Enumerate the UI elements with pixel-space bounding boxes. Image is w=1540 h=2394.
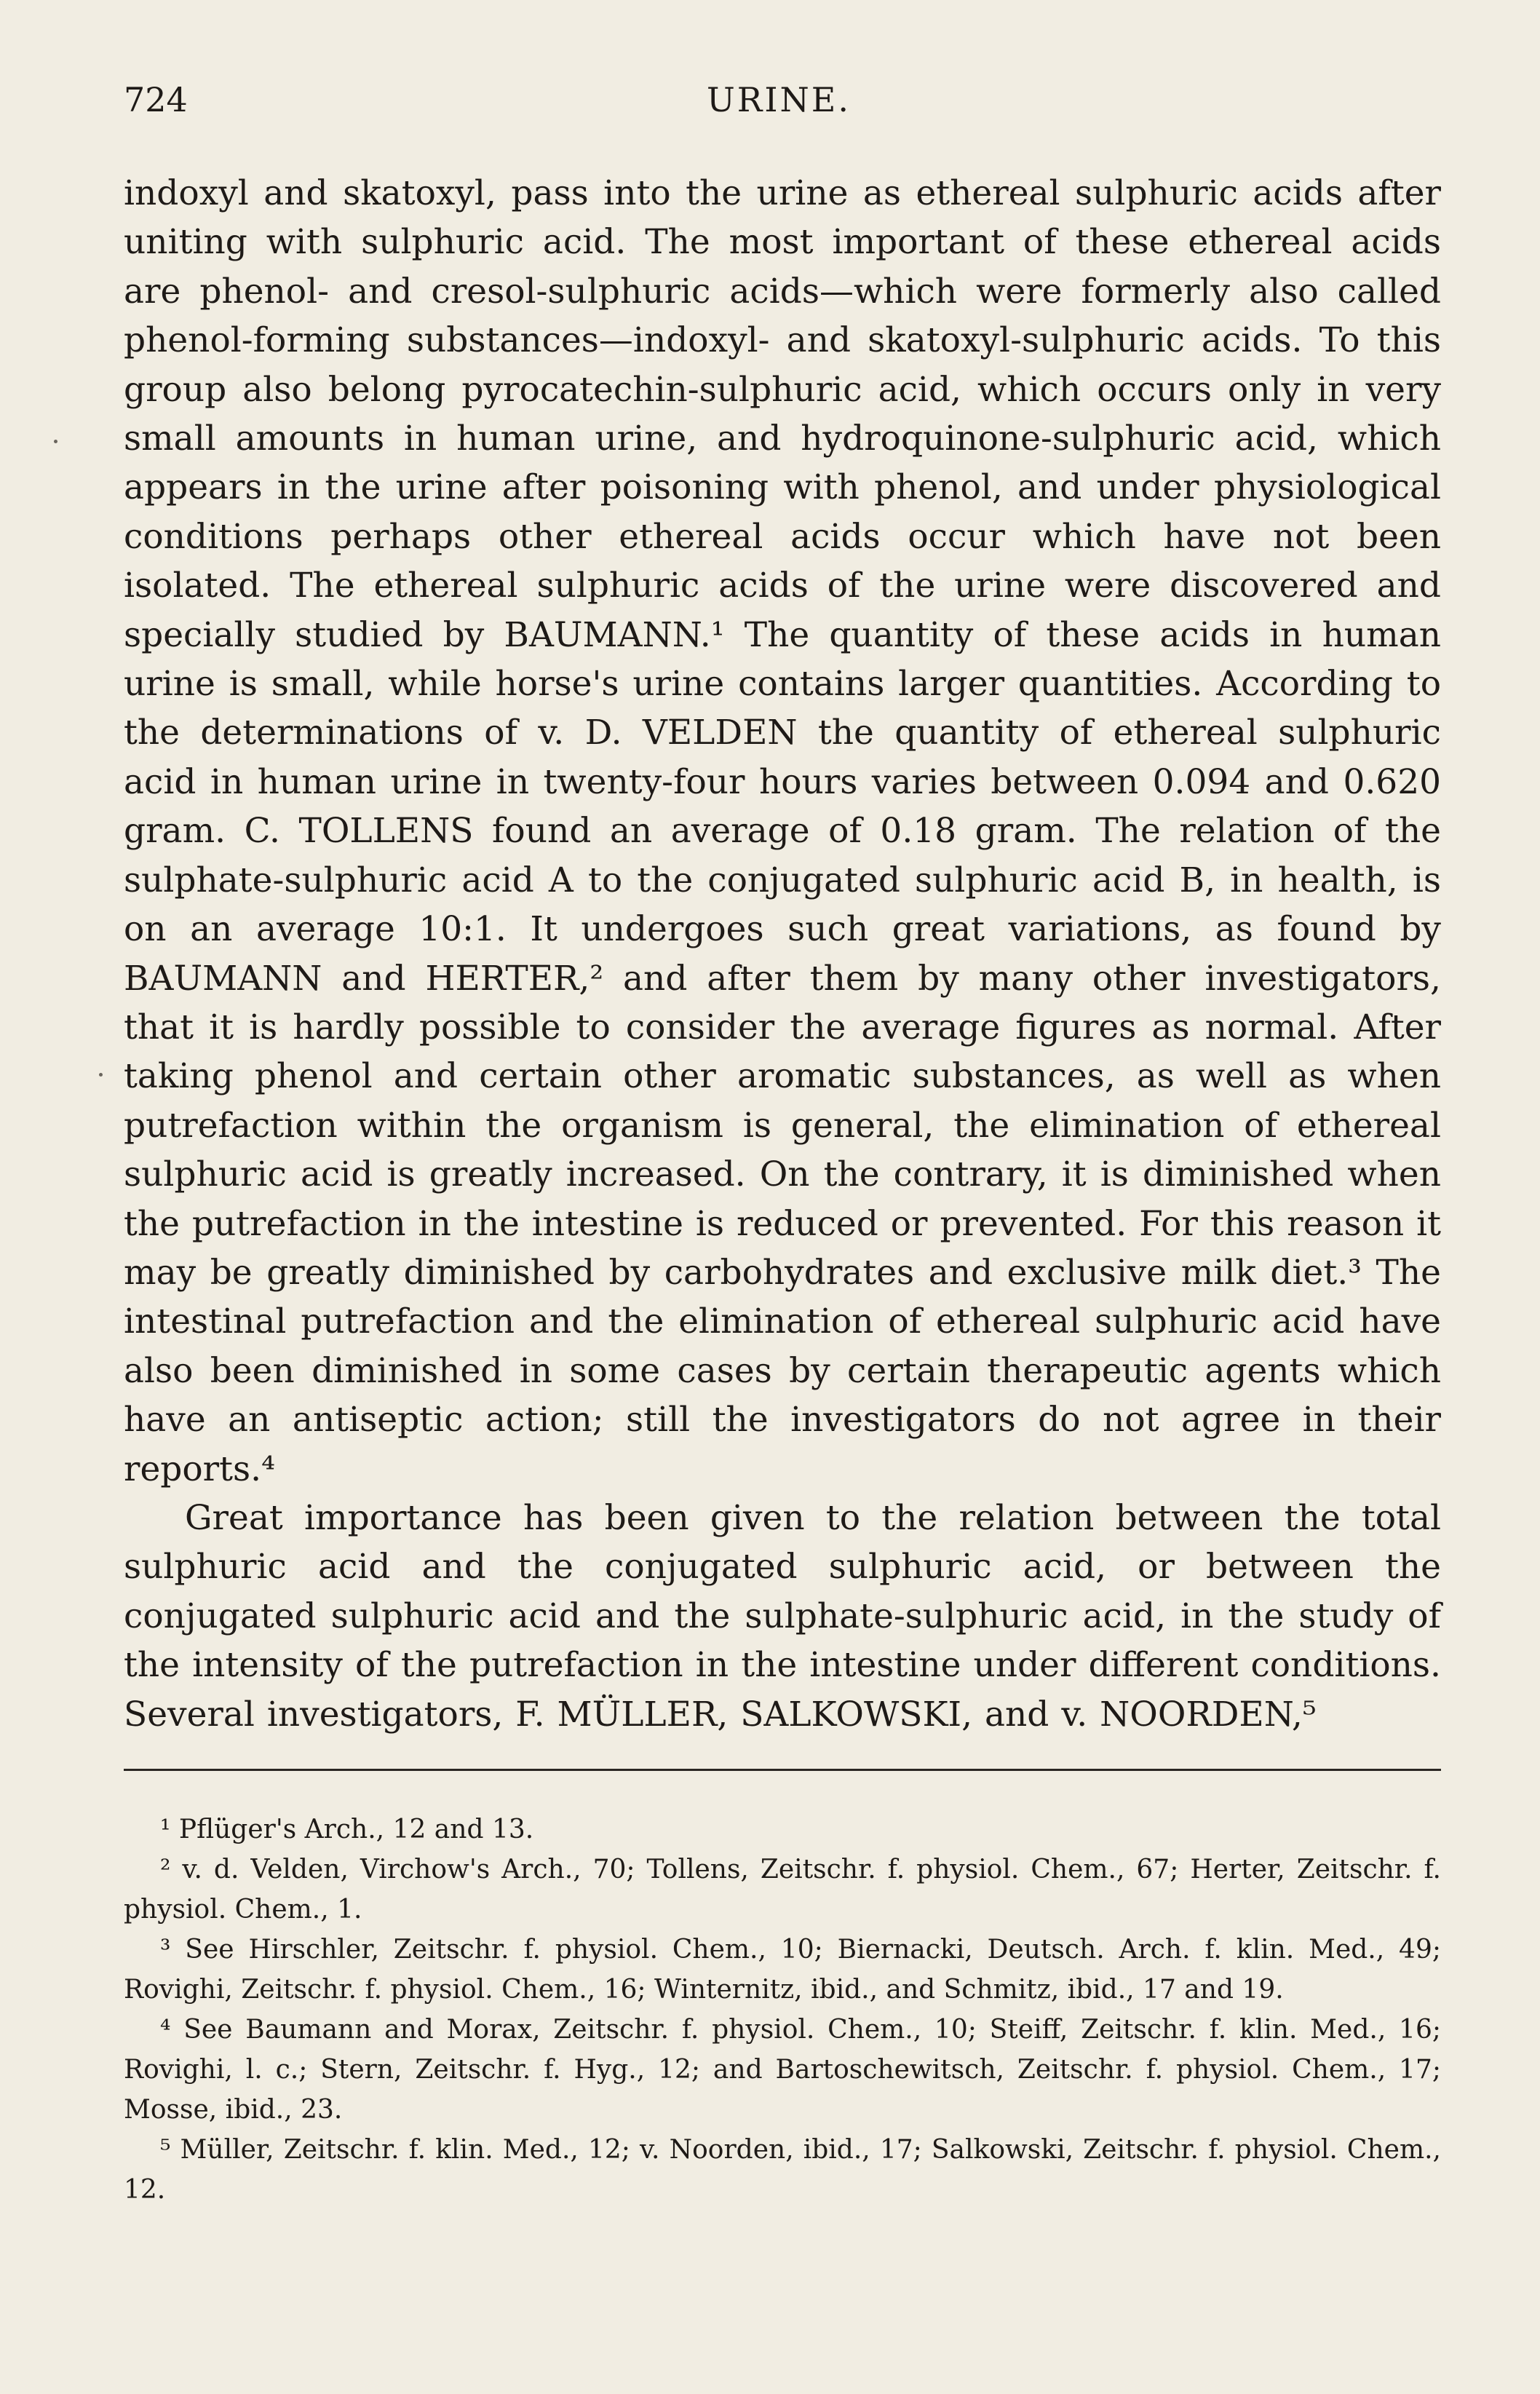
- body-text: [124, 169, 1441, 1739]
- footnote: ⁵ Müller, Zeitschr. f. klin. Med., 12; v. Noorden, ibid., 17; Salkowski, Zeitschr. f. physiol. Chem., 12.: [124, 2135, 1441, 2205]
- footnotes: [124, 1810, 1441, 2210]
- margin-mark: [54, 440, 57, 443]
- footnote: ² v. d. Velden, Virchow's Arch., 70; Tollens, Zeitschr. f. physiol. Chem., 67; Herter, Zeitschr. f. physiol. Chem., 1.: [124, 1855, 1441, 1925]
- margin-mark: [99, 1073, 103, 1077]
- page-number: 724: [124, 80, 188, 119]
- footnote: ³ See Hirschler, Zeitschr. f. physiol. Chem., 10; Biernacki, Deutsch. Arch. f. klin. Med., 49; Rovighi, Zeitschr. f. physiol. Chem., 16; Winternitz, ibid., and Schmitz, ibid., 17 and 19.: [124, 1935, 1441, 2005]
- footnote: ⁴ See Baumann and Morax, Zeitschr. f. physiol. Chem., 10; Steiff, Zeitschr. f. klin. Med., 16; Rovighi, l. c.; Stern, Zeitschr. f. Hyg., 12; and Bartoschewitsch, Zeitschr. f. physiol. Chem., 17; Mosse, ibid., 23.: [124, 2015, 1441, 2125]
- running-head: URINE.: [706, 80, 852, 119]
- paragraph: Great importance has been given to the relation between the total sulphuric acid and the conjugated sulphuric acid, or between the conjugated sulphuric acid and the sulphate-sulphuric acid, in the study of the intensity of the putrefaction in the intestine under different conditions. Several investigators, F. MÜLLER, SALKOWSKI, and v. NOORDEN,⁵: [124, 1497, 1441, 1735]
- footnote: ¹ Pflüger's Arch., 12 and 13.: [160, 1815, 534, 1844]
- paragraph: indoxyl and skatoxyl, pass into the urine as ethereal sulphuric acids after uniting with sulphuric acid. The most important of these ethereal acids are phenol- and cresol-sulphuric acids—which were formerly also called phenol-forming substances—indoxyl- and skatoxyl-sulphuric acids. To this group also belong pyrocatechin-sulphuric acid, which occurs only in very small amounts in human urine, and hydroquinone-sulphuric acid, which appears in the urine after poisoning with phenol, and under physiological conditions perhaps other ethereal acids occur which have not been isolated. The ethereal sulphuric acids of the urine were discovered and specially studied by BAUMANN.¹ The quantity of these acids in human urine is small, while horse's urine contains larger quantities. According to the determinations of v. D. VELDEN the quantity of ethereal sulphuric acid in human urine in twenty-four hours varies between 0.094 and 0.620 gram. C. TOLLENS found an average of 0.18 gram. The relation of the sulphate-sulphuric acid A to the conjugated sulphuric acid B, in health, is on an average 10:1. It undergoes such great variations, as found by BAUMANN and HERTER,² and after them by many other investigators, that it is hardly possible to consider the average figures as normal. After taking phenol and certain other aromatic substances, as well as when putrefaction within the organism is general, the elimination of ethereal sulphuric acid is greatly increased. On the contrary, it is diminished when the putrefaction in the intestine is reduced or prevented. For this reason it may be greatly diminished by carbohydrates and exclusive milk diet.³ The intestinal putrefaction and the elimination of ethereal sulphuric acid have also been diminished in some cases by certain therapeutic agents which have an antiseptic action; still the investigators do not agree in their reports.⁴: [124, 173, 1441, 1489]
- page-header: [124, 80, 1434, 124]
- footnote-divider: [124, 1769, 1441, 1771]
